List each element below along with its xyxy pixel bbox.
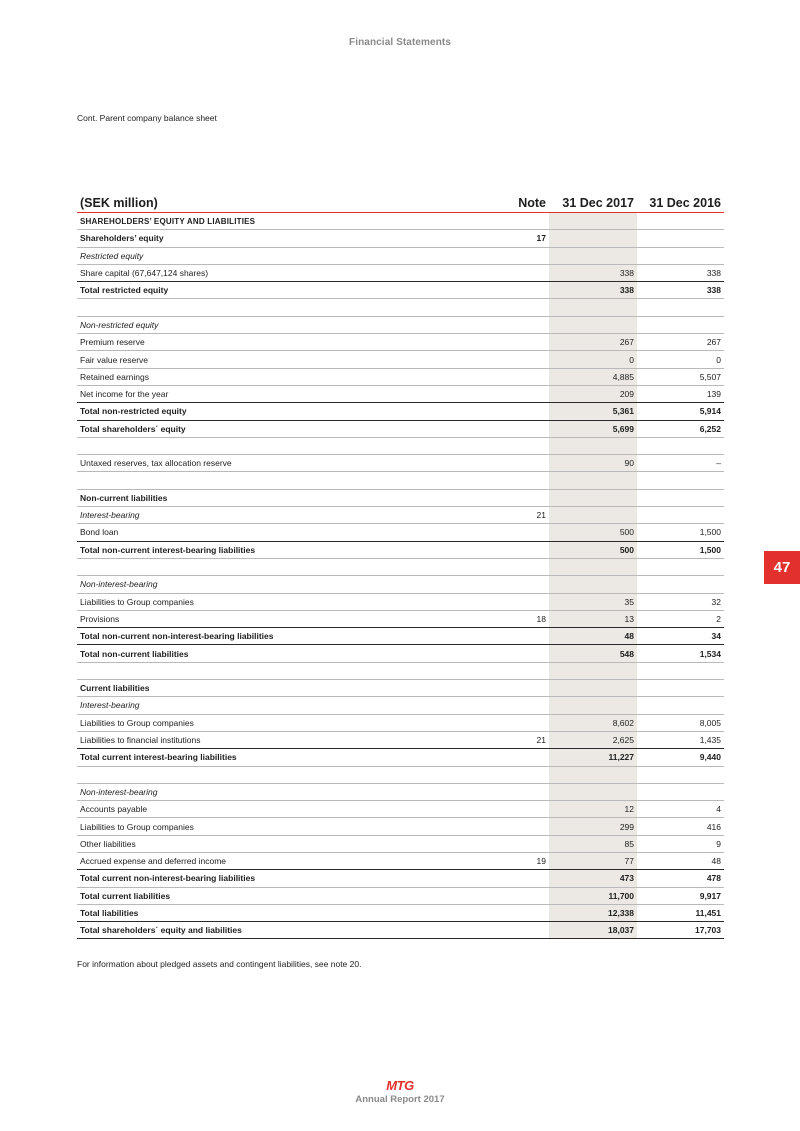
row-value-2016: 8,005: [637, 714, 724, 731]
row-label: Total current non-interest-bearing liabilities: [77, 870, 472, 887]
table-row: [77, 541, 724, 558]
row-note: [472, 593, 549, 610]
table-row: [77, 264, 724, 281]
table-row: [77, 714, 724, 731]
row-label: Other liabilities: [77, 835, 472, 852]
row-label: Net income for the year: [77, 385, 472, 402]
row-value-2016: 4: [637, 801, 724, 818]
row-label: [77, 662, 472, 679]
row-value-2017: 2,625: [549, 731, 637, 748]
row-note: [472, 645, 549, 662]
row-label: [77, 299, 472, 316]
row-note: [472, 922, 549, 939]
table-row: [77, 282, 724, 299]
column-header-2016: 31 Dec 2016: [637, 191, 724, 213]
row-value-2017: 11,227: [549, 749, 637, 766]
row-label: Total non-current liabilities: [77, 645, 472, 662]
row-value-2017: [549, 558, 637, 575]
row-value-2017: 48: [549, 628, 637, 645]
row-value-2017: [549, 472, 637, 489]
table-row: [77, 576, 724, 593]
row-label: [77, 437, 472, 454]
row-value-2016: 32: [637, 593, 724, 610]
row-value-2017: 338: [549, 282, 637, 299]
row-value-2016: [637, 766, 724, 783]
row-label: Liabilities to Group companies: [77, 593, 472, 610]
row-value-2016: [637, 507, 724, 524]
table-row: [77, 835, 724, 852]
row-note: 21: [472, 731, 549, 748]
row-label: Total liabilities: [77, 904, 472, 921]
row-value-2017: [549, 766, 637, 783]
column-header-label: (SEK million): [77, 191, 472, 213]
table-row: [77, 230, 724, 247]
row-label: Liabilities to Group companies: [77, 818, 472, 835]
table-row: [77, 852, 724, 869]
row-value-2017: [549, 680, 637, 697]
table-row: [77, 437, 724, 454]
row-value-2016: 48: [637, 852, 724, 869]
row-value-2016: 2: [637, 610, 724, 627]
row-label: Interest-bearing: [77, 507, 472, 524]
table-row: [77, 783, 724, 800]
row-value-2016: [637, 247, 724, 264]
row-label: Bond loan: [77, 524, 472, 541]
row-value-2016: 9,440: [637, 749, 724, 766]
row-value-2017: 13: [549, 610, 637, 627]
row-value-2016: [637, 437, 724, 454]
row-note: [472, 368, 549, 385]
row-note: [472, 766, 549, 783]
row-note: [472, 264, 549, 281]
row-note: [472, 420, 549, 437]
row-note: [472, 334, 549, 351]
row-value-2017: 548: [549, 645, 637, 662]
column-header-2017: 31 Dec 2017: [549, 191, 637, 213]
row-value-2017: 500: [549, 541, 637, 558]
row-label: Untaxed reserves, tax allocation reserve: [77, 455, 472, 472]
row-value-2017: [549, 576, 637, 593]
row-value-2017: 209: [549, 385, 637, 402]
row-value-2016: [637, 472, 724, 489]
row-value-2016: 17,703: [637, 922, 724, 939]
row-label: Total non-restricted equity: [77, 403, 472, 420]
table-row: [77, 316, 724, 333]
mtg-logo: MTG: [386, 1078, 414, 1093]
row-note: 18: [472, 610, 549, 627]
row-value-2017: [549, 437, 637, 454]
row-note: [472, 558, 549, 575]
table-row: [77, 247, 724, 264]
row-label: Share capital (67,647,124 shares): [77, 264, 472, 281]
row-value-2016: 478: [637, 870, 724, 887]
row-value-2017: 85: [549, 835, 637, 852]
table-row: [77, 697, 724, 714]
table-row: [77, 368, 724, 385]
footer-text: Annual Report 2017: [355, 1094, 445, 1105]
row-note: [472, 628, 549, 645]
row-value-2017: 8,602: [549, 714, 637, 731]
row-label: Retained earnings: [77, 368, 472, 385]
row-label: Total current liabilities: [77, 887, 472, 904]
row-note: [472, 818, 549, 835]
row-note: [472, 489, 549, 506]
row-value-2016: 6,252: [637, 420, 724, 437]
row-label: Interest-bearing: [77, 697, 472, 714]
row-value-2017: [549, 299, 637, 316]
table-row: [77, 749, 724, 766]
row-value-2017: 5,699: [549, 420, 637, 437]
row-value-2016: 5,507: [637, 368, 724, 385]
footnote: For information about pledged assets and contingent liabilities, see note 20.: [77, 959, 362, 969]
table-row: [77, 524, 724, 541]
row-value-2016: 1,500: [637, 541, 724, 558]
row-label: Non-interest-bearing: [77, 783, 472, 800]
table-row: [77, 645, 724, 662]
table-row: [77, 403, 724, 420]
table-row: [77, 351, 724, 368]
row-label: Provisions: [77, 610, 472, 627]
row-label: Liabilities to Group companies: [77, 714, 472, 731]
row-label: Non-restricted equity: [77, 316, 472, 333]
row-value-2017: 299: [549, 818, 637, 835]
row-note: [472, 282, 549, 299]
row-note: [472, 783, 549, 800]
row-note: [472, 870, 549, 887]
table-row: [77, 610, 724, 627]
row-value-2017: 77: [549, 852, 637, 869]
row-value-2016: 34: [637, 628, 724, 645]
row-value-2017: [549, 783, 637, 800]
row-note: [472, 213, 549, 230]
row-label: [77, 558, 472, 575]
row-value-2016: [637, 558, 724, 575]
row-label: Restricted equity: [77, 247, 472, 264]
row-value-2017: [549, 697, 637, 714]
table-row: [77, 507, 724, 524]
row-note: [472, 749, 549, 766]
row-note: 19: [472, 852, 549, 869]
table-row: [77, 904, 724, 921]
row-label: Non-interest-bearing: [77, 576, 472, 593]
row-note: [472, 835, 549, 852]
row-value-2017: 500: [549, 524, 637, 541]
column-header-note: Note: [472, 191, 549, 213]
row-label: SHAREHOLDERS’ EQUITY AND LIABILITIES: [77, 213, 472, 230]
row-value-2016: 1,534: [637, 645, 724, 662]
row-value-2016: 1,435: [637, 731, 724, 748]
table-header-row: [77, 191, 724, 213]
row-note: [472, 247, 549, 264]
row-value-2016: [637, 680, 724, 697]
row-value-2017: [549, 662, 637, 679]
row-value-2017: 35: [549, 593, 637, 610]
row-note: [472, 904, 549, 921]
row-note: [472, 576, 549, 593]
table-row: [77, 887, 724, 904]
table-row: [77, 385, 724, 402]
row-value-2016: [637, 576, 724, 593]
table-row: [77, 731, 724, 748]
row-value-2017: 473: [549, 870, 637, 887]
row-note: [472, 714, 549, 731]
row-label: Total shareholders´ equity and liabilities: [77, 922, 472, 939]
row-value-2016: [637, 213, 724, 230]
row-label: Total current interest-bearing liabilities: [77, 749, 472, 766]
row-value-2016: [637, 230, 724, 247]
table-row: [77, 818, 724, 835]
page-number-tab: 47: [764, 551, 800, 584]
row-note: 17: [472, 230, 549, 247]
row-label: Non-current liabilities: [77, 489, 472, 506]
row-value-2016: 1,500: [637, 524, 724, 541]
row-label: Total restricted equity: [77, 282, 472, 299]
table-body: [77, 213, 724, 939]
row-note: [472, 403, 549, 420]
row-value-2017: 90: [549, 455, 637, 472]
row-note: [472, 455, 549, 472]
row-value-2016: –: [637, 455, 724, 472]
row-note: 21: [472, 507, 549, 524]
row-value-2016: 9: [637, 835, 724, 852]
row-value-2016: [637, 316, 724, 333]
row-value-2017: [549, 230, 637, 247]
table-row: [77, 489, 724, 506]
row-label: Total non-current interest-bearing liabilities: [77, 541, 472, 558]
row-label: Total non-current non-interest-bearing liabilities: [77, 628, 472, 645]
row-label: Liabilities to financial institutions: [77, 731, 472, 748]
row-note: [472, 472, 549, 489]
row-value-2016: 416: [637, 818, 724, 835]
row-label: Premium reserve: [77, 334, 472, 351]
table-row: [77, 593, 724, 610]
row-value-2017: [549, 213, 637, 230]
row-value-2017: 4,885: [549, 368, 637, 385]
row-value-2017: 267: [549, 334, 637, 351]
row-value-2017: 12,338: [549, 904, 637, 921]
row-label: Accounts payable: [77, 801, 472, 818]
row-label: Fair value reserve: [77, 351, 472, 368]
row-value-2017: [549, 489, 637, 506]
row-value-2016: [637, 662, 724, 679]
row-value-2016: [637, 783, 724, 800]
row-label: [77, 472, 472, 489]
table-row: [77, 213, 724, 230]
row-note: [472, 437, 549, 454]
table-row: [77, 680, 724, 697]
balance-sheet-table: [77, 191, 724, 939]
row-note: [472, 385, 549, 402]
row-value-2017: [549, 507, 637, 524]
row-label: Total shareholders´ equity: [77, 420, 472, 437]
row-value-2017: [549, 247, 637, 264]
row-label: [77, 766, 472, 783]
row-value-2016: 5,914: [637, 403, 724, 420]
row-note: [472, 697, 549, 714]
row-note: [472, 801, 549, 818]
row-value-2016: [637, 697, 724, 714]
table-row: [77, 455, 724, 472]
table-row: [77, 662, 724, 679]
row-note: [472, 351, 549, 368]
row-value-2017: [549, 316, 637, 333]
table-row: [77, 420, 724, 437]
row-value-2017: 5,361: [549, 403, 637, 420]
row-value-2017: 11,700: [549, 887, 637, 904]
table-row: [77, 766, 724, 783]
row-value-2016: [637, 489, 724, 506]
table-row: [77, 472, 724, 489]
running-header: Financial Statements: [348, 37, 452, 48]
row-value-2017: 0: [549, 351, 637, 368]
row-value-2016: 267: [637, 334, 724, 351]
row-label: Current liabilities: [77, 680, 472, 697]
row-value-2017: 338: [549, 264, 637, 281]
table-row: [77, 299, 724, 316]
row-note: [472, 524, 549, 541]
row-note: [472, 316, 549, 333]
row-note: [472, 887, 549, 904]
row-value-2016: 0: [637, 351, 724, 368]
section-subtitle: Cont. Parent company balance sheet: [77, 113, 217, 123]
row-value-2016: 338: [637, 282, 724, 299]
row-note: [472, 680, 549, 697]
table-row: [77, 801, 724, 818]
row-note: [472, 299, 549, 316]
row-value-2016: 9,917: [637, 887, 724, 904]
table-row: [77, 628, 724, 645]
row-value-2017: 12: [549, 801, 637, 818]
row-label: Accrued expense and deferred income: [77, 852, 472, 869]
table-row: [77, 558, 724, 575]
row-value-2016: [637, 299, 724, 316]
row-label: Shareholders’ equity: [77, 230, 472, 247]
table-row: [77, 870, 724, 887]
table-row: [77, 922, 724, 939]
row-value-2016: 338: [637, 264, 724, 281]
row-value-2016: 11,451: [637, 904, 724, 921]
row-value-2017: 18,037: [549, 922, 637, 939]
table-row: [77, 334, 724, 351]
row-value-2016: 139: [637, 385, 724, 402]
row-note: [472, 541, 549, 558]
row-note: [472, 662, 549, 679]
